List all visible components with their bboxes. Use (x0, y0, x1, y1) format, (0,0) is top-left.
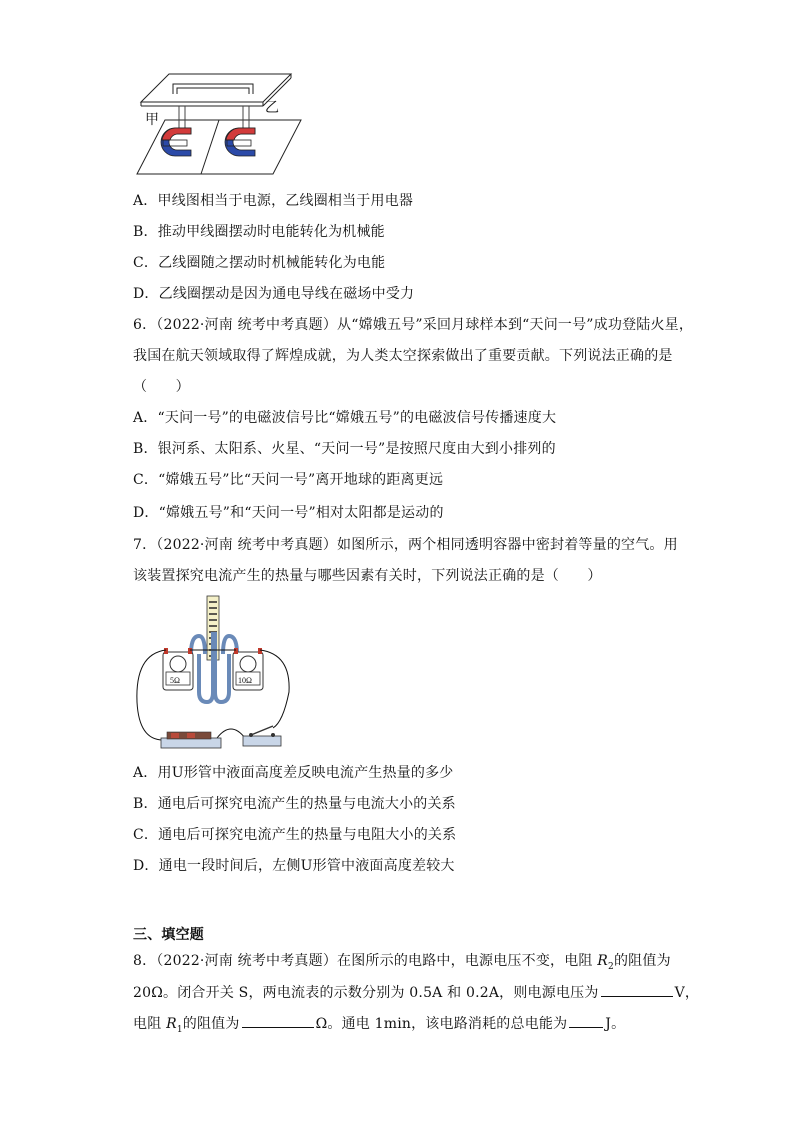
q8-r1-symbol: R (166, 1016, 177, 1032)
q8-text-3a: 电阻 (133, 1016, 167, 1032)
q5-option-b: B．推动甲线圈摆动时电能转化为机械能 (133, 224, 385, 240)
q6-stem-line1: 6．（2022·河南 统考中考真题）从“嫦娥五号”采回月球样本到“天问一号”成功登陆火星， (133, 317, 694, 333)
q8-text-2a: 20Ω。闭合开关 S，两电流表的示数分别为 0.5A 和 0.2A，则电源电压为 (133, 985, 599, 1001)
q7-option-b: B．通电后可探究电流产生的热量与电流大小的关系 (133, 796, 456, 812)
q8-r2-symbol: R (597, 953, 609, 969)
q8-text-1a: 8．（2022·河南 统考中考真题）在图所示的电路中，电源电压不变，电阻 (133, 953, 598, 969)
q7-option-d: D．通电一段时间后，左侧U形管中液面高度差较大 (133, 858, 455, 874)
q8-unit-v: V， (674, 985, 700, 1001)
label-yi: 乙 (265, 101, 279, 116)
q8-r1-subscript: 1 (176, 1024, 183, 1035)
q6-option-a: A．“天问一号”的电磁波信号比“嫦娥五号”的电磁波信号传播速度大 (133, 410, 557, 426)
q8-unit-j: J。 (605, 1016, 626, 1032)
label-10-ohm: 10Ω (238, 676, 252, 685)
answer-blank-energy[interactable] (569, 1013, 603, 1028)
q8-stem-line3 (133, 1013, 625, 1040)
q7-stem-line1: 7．（2022·河南 统考中考真题）如图所示，两个相同透明容器中密封着等量的空气。用 (133, 537, 678, 553)
q7-option-c: C．通电后可探究电流产生的热量与电阻大小的关系 (133, 827, 457, 843)
q5-option-c: C．乙线圈随之摆动时机械能转化为电能 (133, 255, 386, 271)
q8-stem-line1 (133, 951, 671, 977)
figure-coils-magnets (133, 68, 308, 176)
q5-option-a: A．甲线图相当于电源，乙线圈相当于用电器 (133, 193, 414, 209)
figure-joule-heat-apparatus (133, 592, 293, 754)
q8-stem-line2 (133, 982, 699, 1003)
q6-option-c: C．“嫦娥五号”比“天问一号”离开地球的距离更远 (133, 472, 444, 488)
answer-blank-voltage[interactable] (601, 982, 673, 997)
section-title-fill-in: 三、填空题 (133, 927, 204, 943)
q8-unit-ohm: Ω。通电 1min，该电路消耗的总电能为 (315, 1016, 568, 1032)
q5-option-d: D．乙线圈摆动是因为通电导线在磁场中受力 (133, 286, 415, 302)
q8-text-3b: 的阻值为 (182, 1016, 240, 1032)
q6-option-d: D．“嫦娥五号”和“天问一号”相对太阳都是运动的 (133, 505, 444, 521)
q7-stem-line2: 该装置探究电流产生的热量与哪些因素有关时，下列说法正确的是（ ） (133, 568, 602, 584)
q6-stem-line3: （ ） (133, 379, 190, 395)
q6-option-b: B．银河系、太阳系、火星、“天问一号”是按照尺度由大到小排列的 (133, 441, 556, 457)
q7-option-a: A．用U形管中液面高度差反映电流产生热量的多少 (133, 765, 454, 781)
label-jia: 甲 (145, 113, 159, 128)
q8-r2-subscript: 2 (608, 961, 614, 972)
q8-text-1b: 的阻值为 (613, 953, 671, 969)
answer-blank-resistance[interactable] (242, 1013, 314, 1028)
q6-stem-line2: 我国在航天领域取得了辉煌成就，为人类太空探索做出了重要贡献。下列说法正确的是 (133, 348, 673, 364)
label-5-ohm: 5Ω (170, 676, 180, 685)
